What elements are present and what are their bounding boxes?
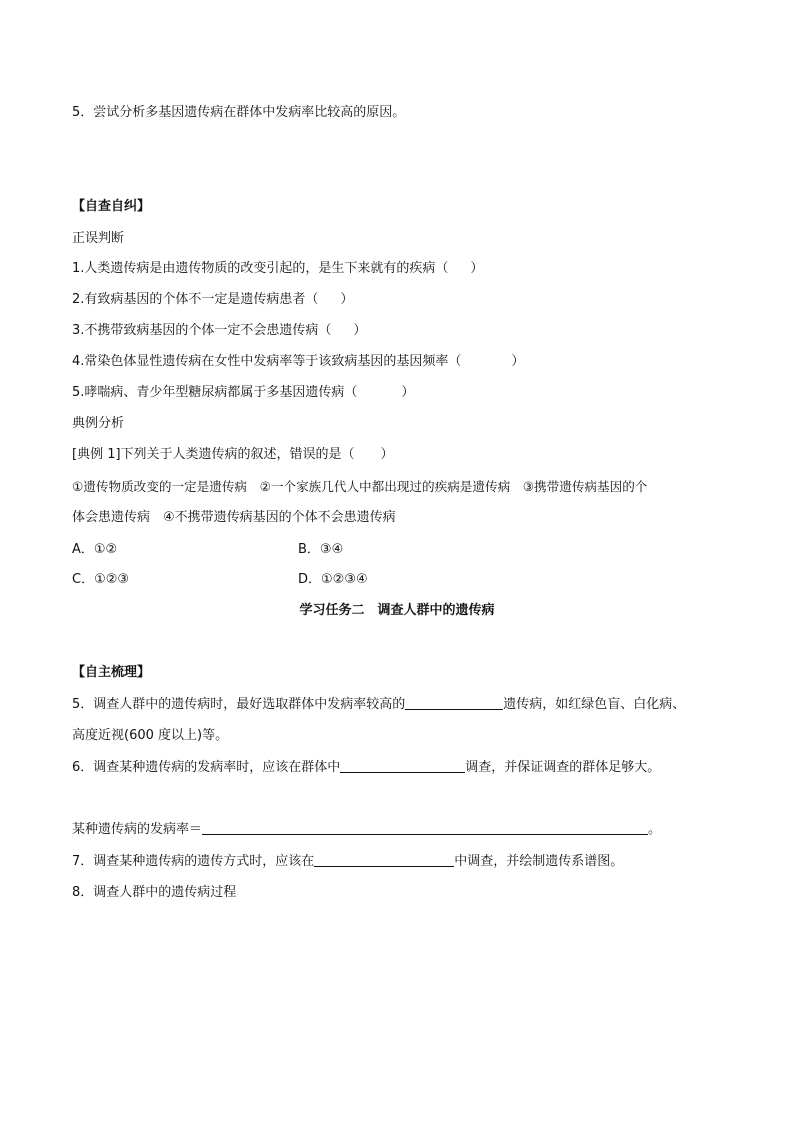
question-text: 5．尝试分析多基因遗传病在群体中发病率比较高的原因。 <box>72 105 406 120</box>
example-question <box>72 446 394 464</box>
question-text: [典例 1]下列关于人类遗传病的叙述，错误的是（ ） <box>72 447 394 462</box>
question-text: 5．调查人群中的遗传病时，最好选取群体中发病率较高的 <box>72 697 406 712</box>
option-text: C．①②③ <box>72 572 130 587</box>
item-text: 3.不携带致病基因的个体一定不会患遗传病（ <box>72 323 332 338</box>
close-paren: ） <box>511 354 525 369</box>
option-d <box>298 571 368 589</box>
question-5-top <box>72 104 405 122</box>
item-text: 4.常染色体显性遗传病在女性中发病率等于该致病基因的基因频率（ <box>72 354 462 369</box>
answer-blank[interactable] <box>405 696 503 710</box>
review-question-8 <box>72 884 236 902</box>
review-question-5 <box>72 696 685 714</box>
question-text: 调查，并保证调查的群体足够大。 <box>465 760 661 775</box>
question-text: 6．调查某种遗传病的发病率时，应该在群体中 <box>72 760 341 775</box>
close-paren: ） <box>340 292 354 307</box>
example-stem-line-1 <box>72 478 647 496</box>
close-paren: ） <box>401 385 415 400</box>
option-text: B．③④ <box>298 542 344 557</box>
heading-text: 典例分析 <box>72 416 125 431</box>
item-text: 1.人类遗传病是由遗传物质的改变引起的，是生下来就有的疾病（ <box>72 261 449 276</box>
answer-blank[interactable] <box>202 821 648 835</box>
incidence-rate-formula <box>72 821 661 839</box>
review-question-5-cont <box>72 727 228 745</box>
judgment-item-4 <box>72 353 524 371</box>
item-text: 2.有致病基因的个体不一定是遗传病患者（ <box>72 292 319 307</box>
option-c <box>72 571 129 589</box>
option-b <box>298 541 343 559</box>
answer-blank[interactable] <box>314 853 454 867</box>
title-text: 学习任务二 调查人群中的遗传病 <box>299 603 495 618</box>
option-a <box>72 541 117 559</box>
review-question-6 <box>72 759 660 777</box>
item-text: 5.哮喘病、青少年型糖尿病都属于多基因遗传病（ <box>72 385 358 400</box>
judgment-item-5 <box>72 384 414 402</box>
judgment-item-1 <box>72 260 483 278</box>
self-check-heading <box>72 198 150 216</box>
example-heading <box>72 415 124 433</box>
judgment-item-3 <box>72 322 366 340</box>
section-title <box>0 602 794 620</box>
heading-text: 【自查自纠】 <box>72 199 151 214</box>
stem-text: 体会患遗传病 ④不携带遗传病基因的个体不会患遗传病 <box>72 510 396 525</box>
question-text: 遗传病，如红绿色盲、白化病、 <box>503 697 686 712</box>
question-text: 8．调查人群中的遗传病过程 <box>72 885 237 900</box>
close-paren: ） <box>470 261 484 276</box>
judgment-item-2 <box>72 291 353 309</box>
question-text: 7．调查某种遗传病的遗传方式时，应该在 <box>72 854 315 869</box>
heading-text: 【自主梳理】 <box>72 665 151 680</box>
close-paren: ） <box>353 323 367 338</box>
question-text: 高度近视(600 度以上)等。 <box>72 728 229 743</box>
stem-text: ①遗传物质改变的一定是遗传病 ②一个家族几代人中都出现过的疾病是遗传病 ③携带遗传病基因的个 <box>72 479 648 494</box>
review-heading <box>72 664 150 682</box>
subheading-text: 正误判断 <box>72 231 125 246</box>
self-check-subheading <box>72 230 124 248</box>
example-stem-line-2 <box>72 509 396 527</box>
review-question-7 <box>72 853 623 871</box>
formula-text: 某种遗传病的发病率＝ <box>72 822 203 837</box>
answer-blank[interactable] <box>340 759 465 773</box>
formula-text: 。 <box>648 822 662 837</box>
option-text: A．①② <box>72 542 118 557</box>
option-text: D．①②③④ <box>298 572 368 587</box>
question-text: 中调查，并绘制遗传系谱图。 <box>454 854 624 869</box>
